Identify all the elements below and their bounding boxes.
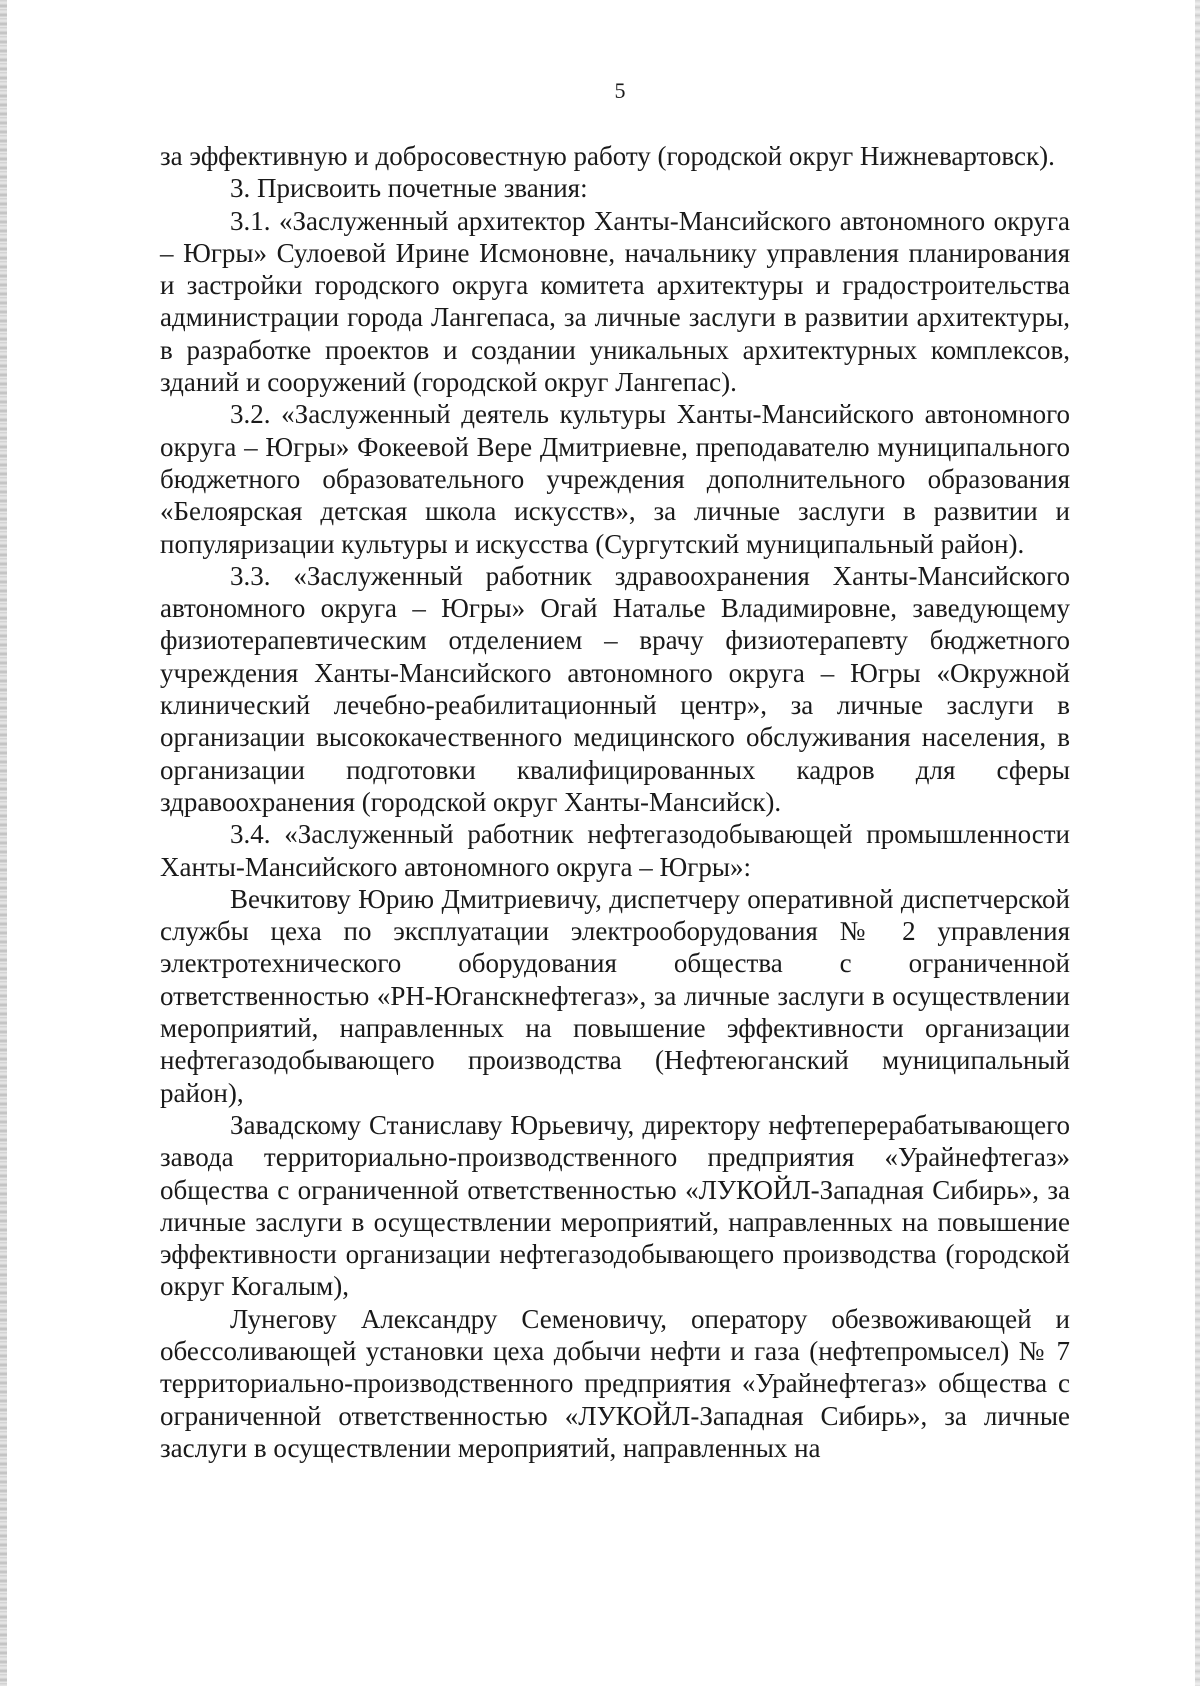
- paragraph-3-1: 3.1. «Заслуженный архитектор Ханты-Мансийского автономного округа – Югры» Сулоевой Ирине Исмоновне, начальнику управления планирования и застройки городского округа комитета архитектуры и градостроительства администрации города Лангепаса, за личные заслуги в развитии архитектуры, в разработке проектов и создании уникальных архитектурных комплексов, зданий и сооружений (городской округ Лангепас).: [160, 205, 1070, 398]
- paragraph-zavadsky: Завадскому Станиславу Юрьевичу, директору нефтеперерабатывающего завода территориально-производственного предприятия «Урайнефтегаз» общества с ограниченной ответственностью «ЛУКОЙЛ-Западная Сибирь», за личные заслуги в осуществлении мероприятий, направленных на повышение эффективности организации нефтегазодобывающего производства (городской округ Когалым),: [160, 1109, 1070, 1302]
- paragraph-3-4: 3.4. «Заслуженный работник нефтегазодобывающей промышленности Ханты-Мансийского автономного округа – Югры»:: [160, 819, 1070, 882]
- paragraph-3-2: 3.2. «Заслуженный деятель культуры Ханты-Мансийского автономного округа – Югры» Фокеевой Вере Дмитриевне, преподавателю муниципального бюджетного образовательного учреждения дополнительного образования «Белоярская детская школа искусств», за личные заслуги в развитии и популяризации культуры и искусства (Сургутский муниципальный район).: [160, 399, 1070, 559]
- page-number: 5: [614, 78, 626, 103]
- paragraph-section-3-heading: 3. Присвоить почетные звания:: [230, 173, 588, 204]
- paragraph-vechkitov: Вечкитову Юрию Дмитриевичу, диспетчеру оперативной диспетчерской службы цеха по эксплуатации электрооборудования № 2 управления электротехнического оборудования общества с ограниченной ответственностью «РН-Юганскнефтегаз», за личные заслуги в осуществлении мероприятий, направленных на повышение эффективности организации нефтегазодобывающего производства (Нефтеюганский муниципальный район),: [160, 883, 1070, 1108]
- scan-edge-right: [1195, 0, 1200, 1686]
- document-body: [160, 140, 1070, 1464]
- paragraph-continuation: за эффективную и добросовестную работу (городской округ Нижневартовск).: [160, 141, 1055, 171]
- scan-edge-left: [0, 0, 7, 1686]
- paragraph-3-3: 3.3. «Заслуженный работник здравоохранения Ханты-Мансийского автономного округа – Югры» Огай Наталье Владимировне, заведующему физиотерапевтическим отделением – врачу физиотерапевту бюджетного учреждения Ханты-Мансийского автономного округа – Югры «Окружной клинический лечебно-реабилитационный центр», за личные заслуги в организации высококачественного медицинского обслуживания населения, в организации подготовки квалифицированных кадров для сферы здравоохранения (городской округ Ханты-Мансийск).: [160, 560, 1070, 817]
- paragraph-lunegov: Лунегову Александру Семеновичу, оператору обезвоживающей и обессоливающей установки цеха добычи нефти и газа (нефтепромысел) № 7 территориально-производственного предприятия «Урайнефтегаз» общества с ограниченной ответственностью «ЛУКОЙЛ-Западная Сибирь», за личные заслуги в осуществлении мероприятий, направленных на: [160, 1303, 1070, 1463]
